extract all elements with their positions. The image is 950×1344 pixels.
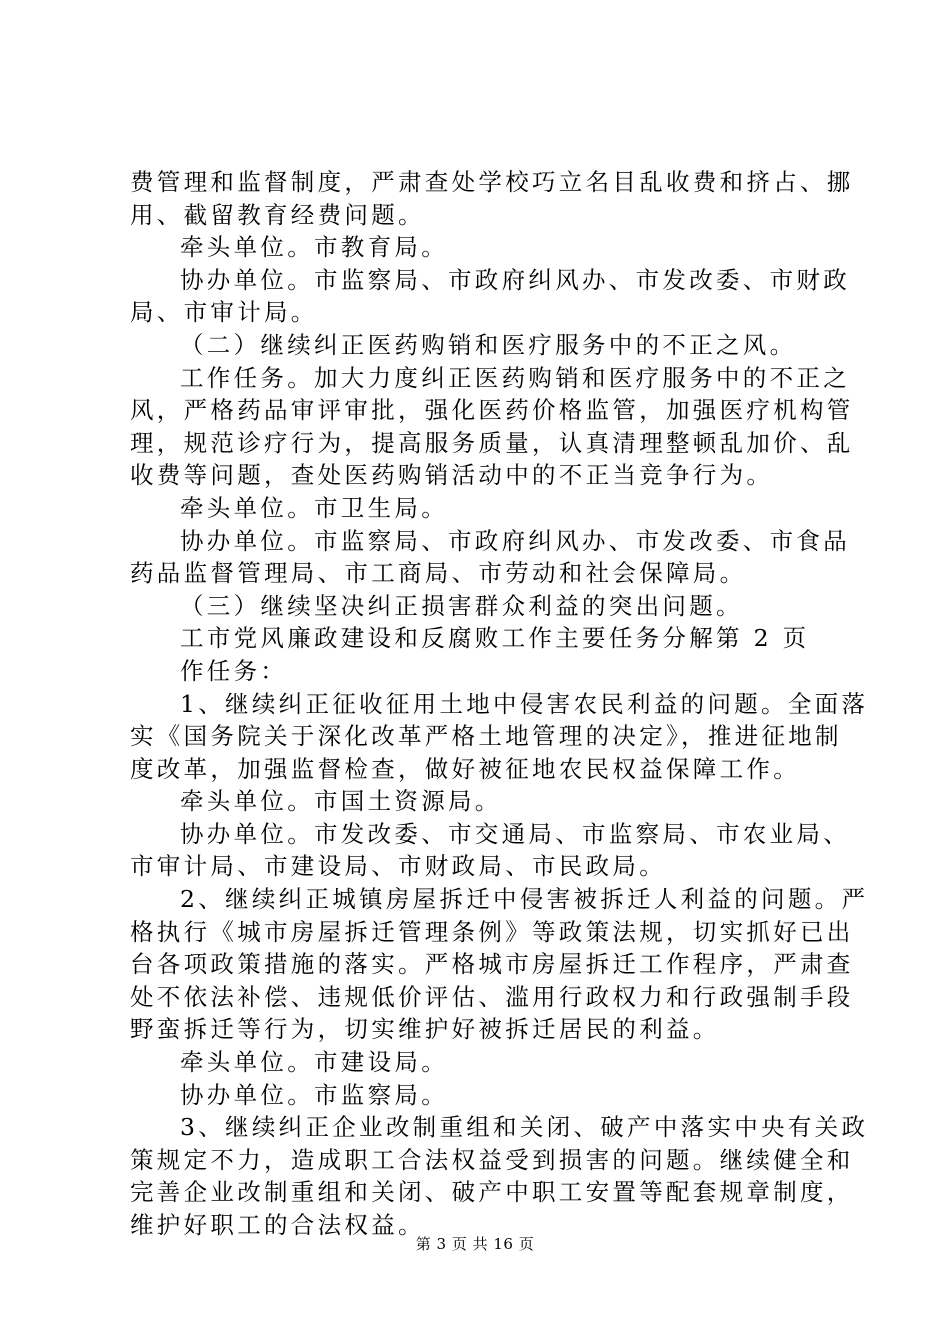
text-line: 协办单位。市监察局、市政府纠风办、市发改委、市食品 xyxy=(180,526,850,555)
text-line: 格执行《城市房屋拆迁管理条例》等政策法规，切实抓好已出 xyxy=(130,917,854,946)
text-line: 工作任务。加大力度纠正医药购销和医疗服务中的不正之 xyxy=(180,363,850,392)
text-line: 2、继续纠正城镇房屋拆迁中侵害被拆迁人利益的问题。严 xyxy=(180,885,869,914)
text-line: 牵头单位。市建设局。 xyxy=(180,1048,448,1077)
text-line: 费管理和监督制度，严肃查处学校巧立名目乱收费和挤占、挪 xyxy=(130,168,854,196)
text-line: 台各项政策措施的落实。严格城市房屋拆迁工作程序，严肃查 xyxy=(130,950,854,979)
text-line: 风，严格药品审评审批，强化医药价格监管，加强医疗机构管 xyxy=(130,396,854,425)
text-line: 协办单位。市监察局、市政府纠风办、市发改委、市财政 xyxy=(180,265,850,294)
text-line: 野蛮拆迁等行为，切实维护好被拆迁居民的利益。 xyxy=(130,1015,720,1044)
text-line: 用、截留教育经费问题。 xyxy=(130,200,425,229)
text-line: 协办单位。市发改委、市交通局、市监察局、市农业局、 xyxy=(180,819,850,848)
text-line: 理，规范诊疗行为，提高服务质量，认真清理整顿乱加价、乱 xyxy=(130,428,854,457)
text-line: 牵头单位。市国土资源局。 xyxy=(180,787,502,816)
text-line: （三）继续坚决纠正损害群众利益的突出问题。 xyxy=(180,591,743,620)
text-line: 协办单位。市监察局。 xyxy=(180,1080,448,1109)
document-body xyxy=(130,166,869,1242)
text-line: （二）继续纠正医药购销和医疗服务中的不正之风。 xyxy=(180,330,797,359)
text-line: 局、市审计局。 xyxy=(130,298,318,327)
text-line: 完善企业改制重组和关闭、破产中职工安置等配套规章制度， xyxy=(130,1178,854,1207)
text-line: 度改革，加强监督检查，做好被征地农民权益保障工作。 xyxy=(130,754,800,783)
text-line: 工市党风廉政建设和反腐败工作主要任务分解第 2 页 xyxy=(180,624,810,653)
text-line: 处不依法补偿、违规低价评估、滥用行政权力和行政强制手段 xyxy=(130,982,854,1011)
text-line: 作任务： xyxy=(180,656,288,685)
text-line: 3、继续纠正企业改制重组和关闭、破产中落实中央有关政 xyxy=(180,1113,869,1142)
text-line: 1、继续纠正征收征用土地中侵害农民利益的问题。全面落 xyxy=(180,689,869,718)
text-line: 收费等问题，查处医药购销活动中的不正当竞争行为。 xyxy=(130,461,774,490)
text-line: 实《国务院关于深化改革严格土地管理的决定》，推进征地制 xyxy=(130,722,842,751)
text-line: 牵头单位。市教育局。 xyxy=(180,233,448,262)
text-line: 策规定不力，造成职工合法权益受到损害的问题。继续健全和 xyxy=(130,1145,854,1174)
text-line: 药品监督管理局、市工商局、市劳动和社会保障局。 xyxy=(130,559,747,588)
text-line: 市审计局、市建设局、市财政局、市民政局。 xyxy=(130,852,666,881)
text-line: 维护好职工的合法权益。 xyxy=(130,1211,425,1239)
page-footer: 第 3 页 共 16 页 xyxy=(415,1235,535,1253)
text-line: 牵头单位。市卫生局。 xyxy=(180,493,448,522)
